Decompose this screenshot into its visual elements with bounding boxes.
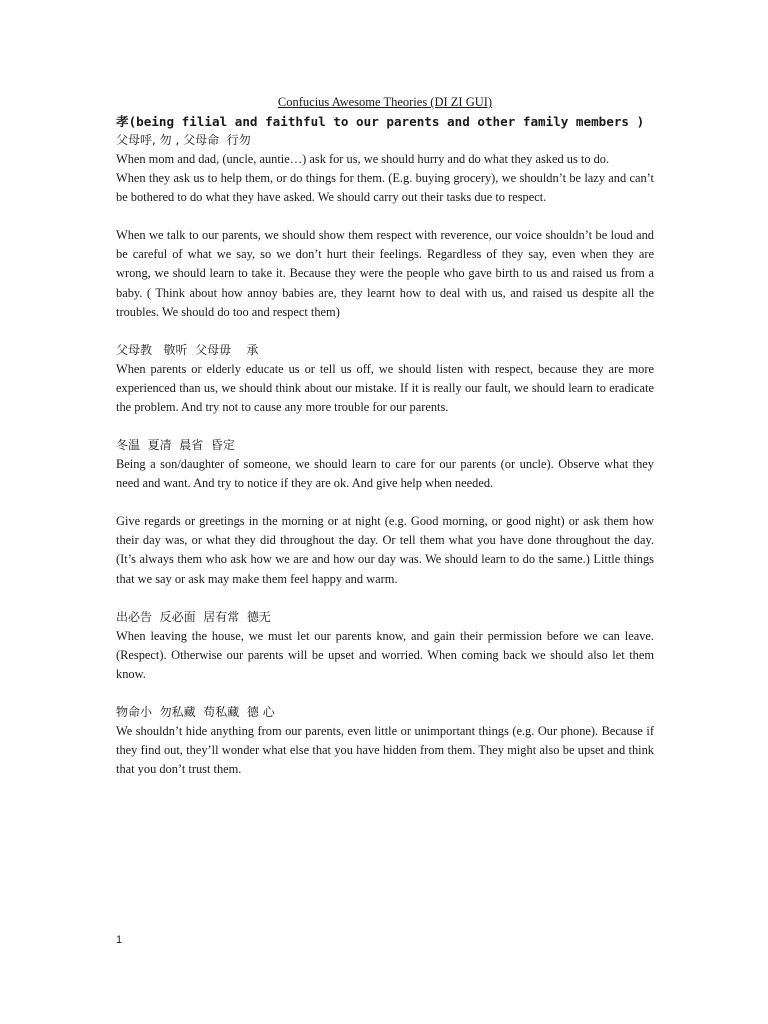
- paragraph: Being a son/daughter of someone, we should learn to care for our parents (or uncle). Observe what they need and want. And try to notice if they are ok. And give help when needed.: [116, 457, 654, 491]
- section-4: [116, 608, 654, 684]
- paragraph: When we talk to our parents, we should show them respect with reverence, our voice shouldn’t be loud and be careful of what we say, so we don’t hurt their feelings. Regardless of they say, even when they are wrong, we should learn to take it. Because they were the people who gave birth to us and raised us from a baby. ( Think about how annoy babies are, they learnt how to deal with us, and raised us despite all the troubles. We should do too and respect them): [116, 228, 654, 319]
- section-3: [116, 436, 654, 589]
- section-heading: 冬温 夏凊 晨省 昏定: [116, 438, 235, 453]
- paragraph: When parents or elderly educate us or tell us off, we should listen with respect, because they are more experienced than us, we should think about our mistake. If it is really our fault, we should learn to eradicate the problem. And try not to cause any more trouble for our parents.: [116, 361, 654, 414]
- document-title: Confucius Awesome Theories (DI ZI GUI): [277, 95, 493, 109]
- spacer: [116, 589, 654, 608]
- paragraph: When they ask us to help them, or do things for them. (E.g. buying grocery), we shouldn’t be lazy and can’t be bothered to do what they have asked. We should carry out their tasks due to respect.: [116, 171, 654, 205]
- spacer: [116, 493, 654, 512]
- section-heading: 出必告 反必面 居有常 德无: [116, 609, 271, 624]
- section-1: [116, 131, 654, 322]
- document-subtitle: 孝(being filial and faithful to our parents and other family members ): [116, 114, 645, 129]
- section-heading: 父母呼, 勿 , 父母命 行勿: [116, 133, 251, 147]
- spacer: [116, 207, 654, 226]
- paragraph: We shouldn’t hide anything from our parents, even little or unimportant things (e.g. Our phone). Because if they find out, they’ll wonder what else that you have hidden from them. They might also be upset and think that you don’t trust them.: [116, 723, 654, 777]
- spacer: [116, 684, 654, 703]
- page-number: 1: [116, 934, 123, 946]
- spacer: [116, 417, 654, 436]
- section-5: [116, 703, 654, 779]
- paragraph: When mom and dad, (uncle, auntie…) ask for us, we should hurry and do what they asked us to do.: [116, 152, 610, 166]
- section-heading: 物命小 勿私藏 苟私藏 德 心: [116, 704, 275, 719]
- section-heading: 父母教 敬听 父母毋 承: [116, 342, 259, 357]
- document-body: [116, 93, 654, 779]
- section-2: [116, 341, 654, 417]
- paragraph: When leaving the house, we must let our parents know, and gain their permission before we can leave. (Respect). Otherwise our parents will be upset and worried. When coming back we should also let them know.: [116, 628, 654, 681]
- paragraph: Give regards or greetings in the morning or at night (e.g. Good morning, or good night) or ask them how their day was, or what they did throughout the day. Or tell them what you have done throughout the day. (It’s always them who ask how we are and how our day was. We should learn to do the same.) Little things that we say or ask may make them feel happy and warm.: [116, 514, 654, 586]
- spacer: [116, 322, 654, 341]
